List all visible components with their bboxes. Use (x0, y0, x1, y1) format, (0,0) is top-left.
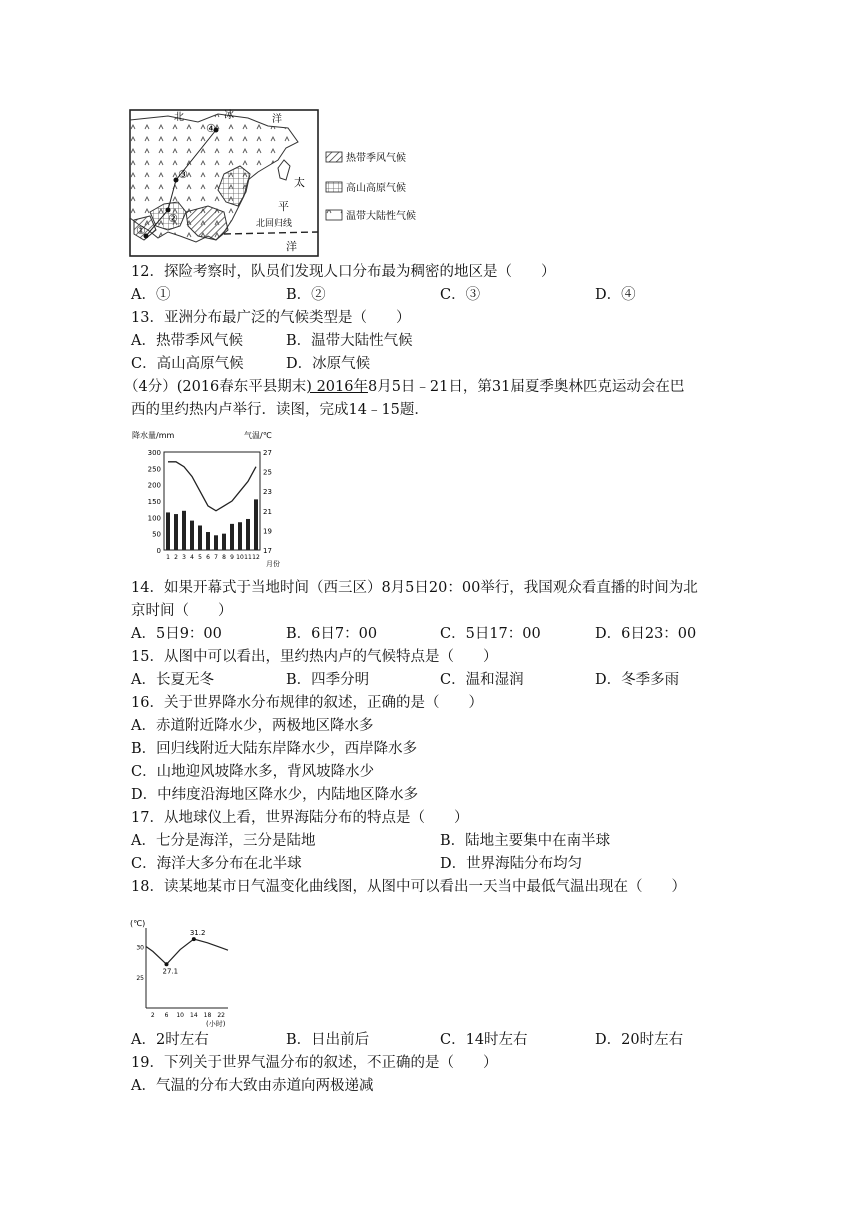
q14-option-d: D．6日23：00 (595, 626, 697, 642)
map-point-2: ② (168, 212, 178, 225)
rio-month-tick: 9 (230, 554, 234, 561)
rio-precip-bar (238, 522, 242, 550)
q18-option-c: C．14时左右 (440, 1032, 528, 1048)
temp-min-annotation: 27.1 (162, 967, 179, 976)
rio-month-tick: 8 (222, 554, 226, 561)
q15-option-c: C．温和湿润 (440, 672, 524, 688)
map-label-ice: 冰 (224, 110, 234, 121)
intro-event: 8月5日﹣21日，第31届夏季奥林匹克运动会在巴 (367, 379, 685, 395)
intro-source: （4分）(2016春东平县期末 (124, 379, 307, 395)
q14-stem-line-2: 京时间（ ） (131, 603, 233, 619)
rio-precip-bar (254, 499, 258, 550)
rio-precip-bar (214, 535, 218, 550)
rio-left-tick: 300 (147, 449, 161, 457)
q13-stem: 13．亚洲分布最广泛的气候类型是（ ） (131, 310, 411, 326)
intro-line-2: 西的里约热内卢举行．读图，完成14﹣15题． (131, 402, 429, 418)
q14-option-a: A．5日9：00 (131, 626, 222, 642)
q16-option-d: D．中纬度沿海地区降水少，内陆地区降水多 (131, 787, 419, 803)
map-label-north: 北 (174, 112, 184, 123)
rio-precip-bar (166, 512, 170, 550)
rio-climate-chart (128, 424, 288, 570)
q12-option-a: A．① (131, 287, 171, 303)
rio-right-tick: 23 (263, 488, 272, 497)
q13-option-b: B．温带大陆性气候 (286, 333, 413, 349)
legend-tropical-monsoon: 热带季风气候 (346, 153, 406, 164)
temp-y-tick: 25 (136, 975, 144, 983)
q12-option-c: C．③ (440, 287, 481, 303)
map-label-tai: 太 (294, 176, 305, 189)
map-label-tropic: 北回归线 (256, 219, 293, 229)
intro-year: ) 2016年 (306, 379, 368, 395)
temp-x-tick: 22 (217, 1012, 225, 1019)
legend-temperate-continental: 温带大陆性气候 (346, 211, 416, 222)
rio-temperature-line (168, 462, 256, 511)
q14-stem-line-1: 14．如果开幕式于当地时间（西三区）8月5日20：00举行，我国观众看直播的时间为北 (131, 580, 698, 596)
daily-temperature-chart (128, 912, 238, 1030)
map-point-3: ③ (178, 168, 188, 181)
temp-xlabel: (小时) (206, 1020, 226, 1028)
rio-left-tick: 50 (152, 530, 161, 539)
rio-right-tick: 21 (263, 507, 272, 516)
q17-option-c: C．海洋大多分布在北半球 (131, 856, 302, 872)
temp-x-tick: 6 (164, 1012, 169, 1019)
q15-stem: 15．从图中可以看出，里约热内卢的气候特点是（ ） (131, 649, 498, 665)
rio-left-tick: 250 (147, 465, 161, 474)
map-label-yang: 洋 (286, 240, 297, 253)
q14-option-c: C．5日17：00 (440, 626, 541, 642)
q19-option-a: A．气温的分布大致由赤道向两极递减 (131, 1078, 374, 1094)
q13-option-a: A．热带季风气候 (131, 333, 243, 349)
rio-month-tick: 12 (252, 554, 260, 561)
q16-option-c: C．山地迎风坡降水多，背风坡降水少 (131, 764, 375, 780)
rio-precip-bar (174, 514, 178, 550)
q16-option-a: A．赤道附近降水少，两极地区降水多 (131, 718, 374, 734)
q18-stem: 18．读某地某市日气温变化曲线图，从图中可以看出一天当中最低气温出现在（ ） (131, 879, 686, 895)
q12-stem: 12．探险考察时，队员们发现人口分布最为稠密的地区是（ ） (131, 264, 556, 280)
temp-x-tick: 14 (190, 1012, 198, 1019)
rio-month-tick: 3 (182, 554, 186, 561)
q13-option-d: D．冰原气候 (286, 356, 371, 372)
rio-xlabel: 月份 (266, 560, 280, 568)
rio-precip-bar (198, 526, 202, 551)
temp-x-tick: 10 (176, 1012, 184, 1019)
rio-left-tick: 200 (147, 481, 161, 490)
rio-precip-bar (230, 524, 234, 550)
q18-option-b: B．日出前后 (286, 1032, 370, 1048)
q12-option-d: D．④ (595, 287, 636, 303)
q15-option-b: B．四季分明 (286, 672, 370, 688)
q17-option-b: B．陆地主要集中在南半球 (440, 833, 611, 849)
rio-precip-bar (190, 521, 194, 550)
intro-line-1 (124, 377, 684, 397)
map-label-ping: 平 (278, 200, 289, 213)
q15-option-d: D．冬季多雨 (595, 672, 680, 688)
rio-ylabel-left: 降水量/mm (132, 431, 175, 440)
rio-precip-bar (182, 511, 186, 550)
map-label-ocean: 洋 (272, 114, 282, 125)
rio-month-tick: 2 (174, 554, 178, 561)
temp-max-point (192, 937, 196, 941)
temp-max-annotation: 31.2 (189, 929, 206, 938)
rio-right-tick: 25 (263, 468, 272, 477)
rio-left-tick: 100 (147, 514, 161, 523)
q16-stem: 16．关于世界降水分布规律的叙述，正确的是（ ） (131, 695, 483, 711)
q19-stem: 19．下列关于世界气温分布的叙述，不正确的是（ ） (131, 1055, 498, 1071)
rio-right-tick: 19 (263, 527, 272, 536)
temp-curve (146, 939, 228, 964)
q15-option-a: A．长夏无冬 (131, 672, 214, 688)
asia-climate-map (128, 108, 424, 260)
rio-left-tick: 150 (147, 498, 161, 506)
map-point-1: ① (136, 224, 146, 237)
q16-option-b: B．回归线附近大陆东岸降水少，西岸降水多 (131, 741, 418, 757)
rio-ylabel-right: 气温/℃ (244, 431, 272, 440)
temp-ylabel: (℃) (130, 919, 146, 928)
q18-option-a: A．2时左右 (131, 1032, 209, 1048)
q12-option-b: B．② (286, 287, 326, 303)
temp-x-tick: 2 (150, 1012, 155, 1019)
map-point-4: ④ (206, 122, 216, 135)
rio-left-tick: 0 (156, 547, 161, 555)
q18-option-d: D．20时左右 (595, 1032, 684, 1048)
legend-highland: 高山高原气候 (346, 183, 406, 194)
rio-precip-bar (206, 532, 210, 550)
rio-precip-bar (222, 534, 226, 550)
rio-month-tick: 7 (214, 554, 218, 561)
rio-month-tick: 1 (166, 554, 170, 561)
rio-month-tick: 11 (244, 554, 252, 561)
rio-month-tick: 4 (190, 554, 194, 561)
q17-option-a: A．七分是海洋，三分是陆地 (131, 833, 316, 849)
rio-right-tick: 17 (263, 547, 272, 555)
rio-month-tick: 6 (206, 554, 210, 561)
rio-right-tick: 27 (263, 449, 272, 457)
q17-stem: 17．从地球仪上看，世界海陆分布的特点是（ ） (131, 810, 469, 826)
q14-option-b: B．6日7：00 (286, 626, 378, 642)
rio-month-tick: 10 (236, 554, 244, 561)
temp-y-tick: 30 (136, 944, 144, 952)
rio-plot-frame (164, 452, 260, 550)
rio-month-tick: 5 (198, 554, 202, 561)
temp-min-point (165, 962, 169, 966)
temp-x-tick: 18 (203, 1012, 212, 1019)
rio-precip-bar (246, 519, 250, 550)
q13-option-c: C．高山高原气候 (131, 356, 244, 372)
q17-option-d: D．世界海陆分布均匀 (440, 856, 583, 872)
